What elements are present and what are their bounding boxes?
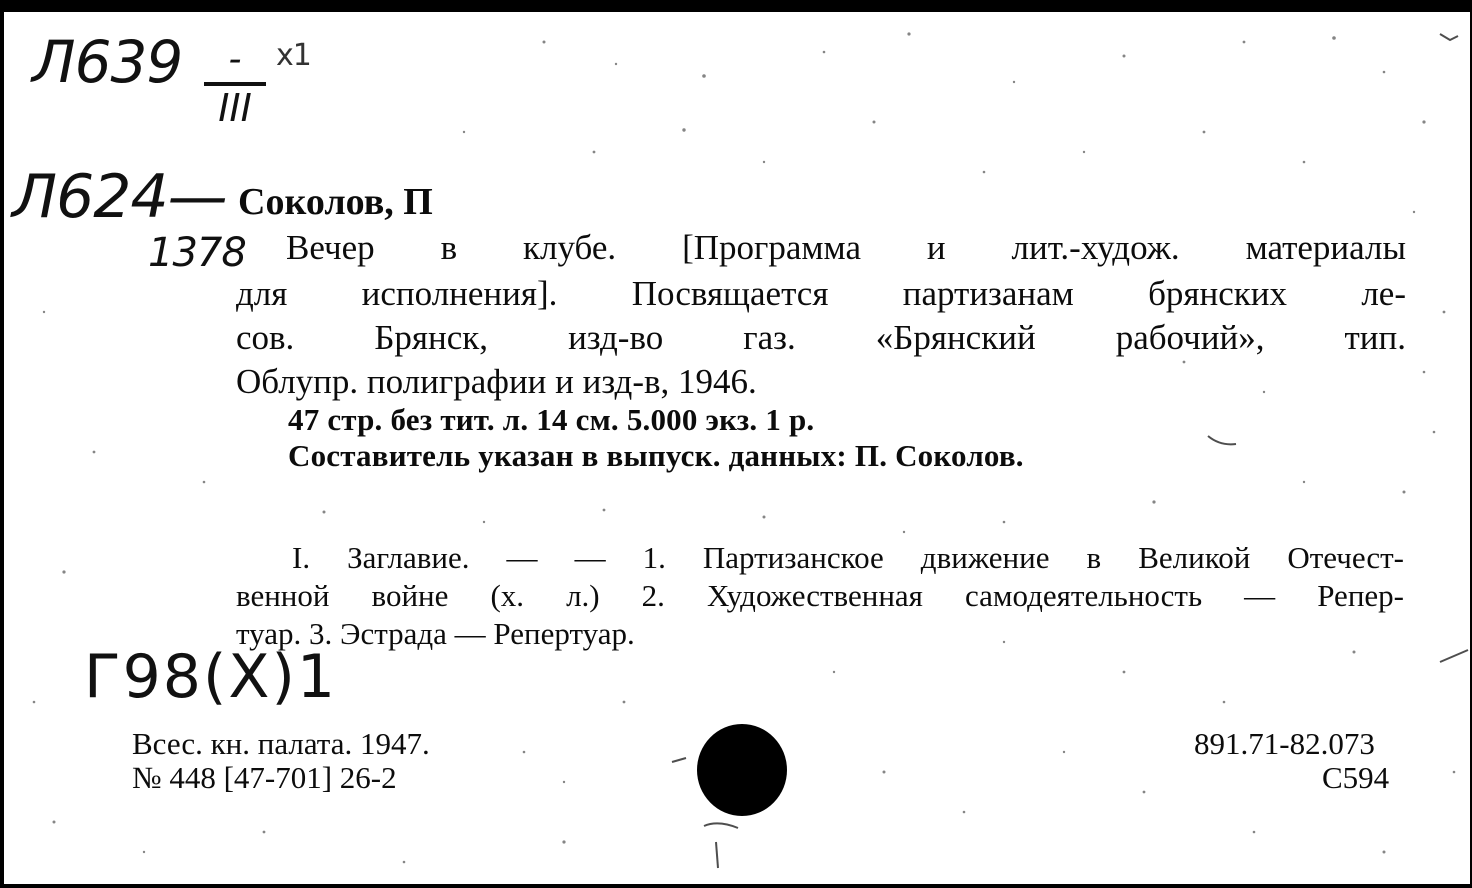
footer-book-chamber: Всес. кн. палата. 1947.	[132, 726, 430, 761]
entry-description-line: Облупр. полиграфии и изд-в, 1946.	[236, 362, 757, 401]
entry-subject-line: туар. 3. Эстрада — Репертуар.	[236, 616, 635, 651]
footer-udc-index: 891.71-82.073	[1194, 726, 1375, 761]
handwritten-shelfmark-mark: x1	[276, 38, 311, 73]
shelfmark-fraction-denominator: III	[218, 86, 252, 130]
punch-hole	[697, 724, 787, 816]
entry-description-line: для исполнения]. Посвящается партизанам брянских ле-	[236, 274, 1406, 313]
entry-description-line: сов. Брянск, изд-во газ. «Брянский рабочий», тип.	[236, 318, 1406, 357]
footer-author-mark: С594	[1322, 760, 1390, 795]
catalog-card	[4, 12, 1470, 884]
handwritten-shelfmark-second: Л624—	[12, 162, 227, 232]
handwritten-shelfmark-number: 1378	[148, 230, 246, 276]
entry-physical-description: 47 стр. без тит. л. 14 см. 5.000 экз. 1 р.	[288, 402, 815, 437]
footer-card-number: № 448 [47-701] 26-2	[132, 760, 397, 795]
entry-description-line: Вечер в клубе. [Программа и лит.-худож. материалы	[286, 228, 1406, 267]
shelfmark-fraction-numerator: -	[228, 39, 242, 80]
entry-subject-line: венной войне (х. л.) 2. Художественная самодеятельность — Репер-	[236, 578, 1404, 613]
handwritten-shelfmark-fraction	[204, 40, 266, 128]
entry-compiler-note: Составитель указан в выпуск. данных: П. Соколов.	[288, 438, 1024, 473]
entry-author: Соколов, П	[238, 181, 433, 223]
handwritten-classification: Г98(Х)1	[84, 642, 338, 712]
handwritten-shelfmark-top: Л639	[32, 28, 183, 96]
entry-subject-line: I. Заглавие. — — 1. Партизанское движение в Великой Отечест-	[292, 540, 1404, 575]
